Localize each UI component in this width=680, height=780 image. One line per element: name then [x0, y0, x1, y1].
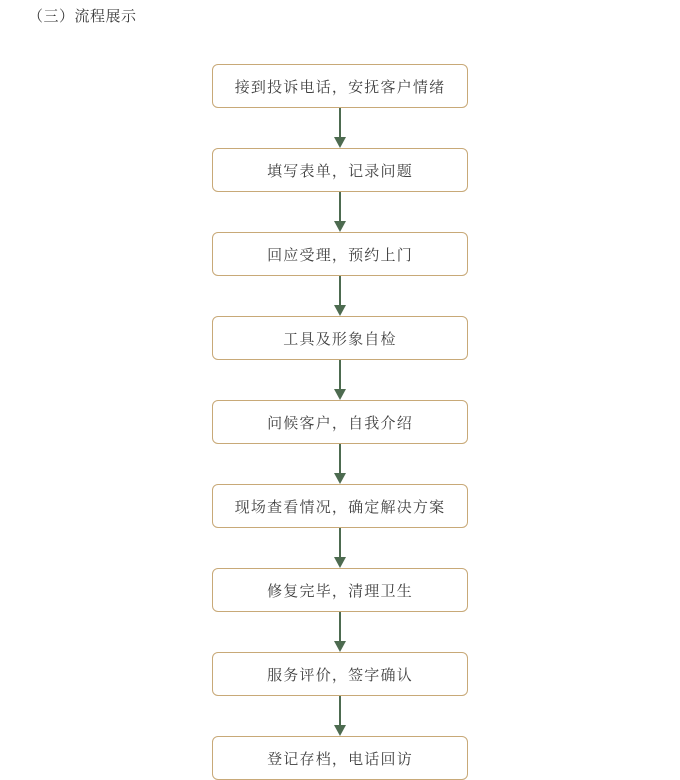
arrow-head	[334, 641, 346, 652]
arrow-shaft	[339, 276, 341, 307]
arrow-shaft	[339, 360, 341, 391]
arrow-head	[334, 557, 346, 568]
arrow-down-icon	[333, 444, 347, 484]
arrow-head	[334, 389, 346, 400]
flow-box: 现场查看情况，确定解决方案	[212, 484, 468, 528]
flow-step-8	[212, 652, 468, 696]
arrow-down-icon	[333, 612, 347, 652]
flow-step-4	[212, 316, 468, 360]
arrow-shaft	[339, 612, 341, 643]
flow-box: 问候客户，自我介绍	[212, 400, 468, 444]
arrow-head	[334, 725, 346, 736]
arrow-down-icon	[333, 276, 347, 316]
arrow-down-icon	[333, 696, 347, 736]
flow-box: 工具及形象自检	[212, 316, 468, 360]
page-title: （三）流程展示	[28, 8, 137, 25]
flow-step-9	[212, 736, 468, 780]
flow-box: 登记存档，电话回访	[212, 736, 468, 780]
arrow-shaft	[339, 108, 341, 139]
flow-box: 回应受理，预约上门	[212, 232, 468, 276]
flow-box: 服务评价，签字确认	[212, 652, 468, 696]
arrow-down-icon	[333, 360, 347, 400]
arrow-down-icon	[333, 528, 347, 568]
arrow-shaft	[339, 444, 341, 475]
arrow-shaft	[339, 528, 341, 559]
flow-step-6	[212, 484, 468, 528]
arrow-shaft	[339, 192, 341, 223]
flow-step-2	[212, 148, 468, 192]
flow-step-7	[212, 568, 468, 612]
arrow-head	[334, 473, 346, 484]
flow-box: 修复完毕，清理卫生	[212, 568, 468, 612]
flow-box: 接到投诉电话，安抚客户情绪	[212, 64, 468, 108]
arrow-head	[334, 137, 346, 148]
flow-step-5	[212, 400, 468, 444]
arrow-head	[334, 305, 346, 316]
flow-box: 填写表单，记录问题	[212, 148, 468, 192]
arrow-down-icon	[333, 108, 347, 148]
flow-step-1	[212, 64, 468, 108]
arrow-down-icon	[333, 192, 347, 232]
arrow-head	[334, 221, 346, 232]
flowchart	[0, 64, 680, 780]
arrow-shaft	[339, 696, 341, 727]
flow-step-3	[212, 232, 468, 276]
